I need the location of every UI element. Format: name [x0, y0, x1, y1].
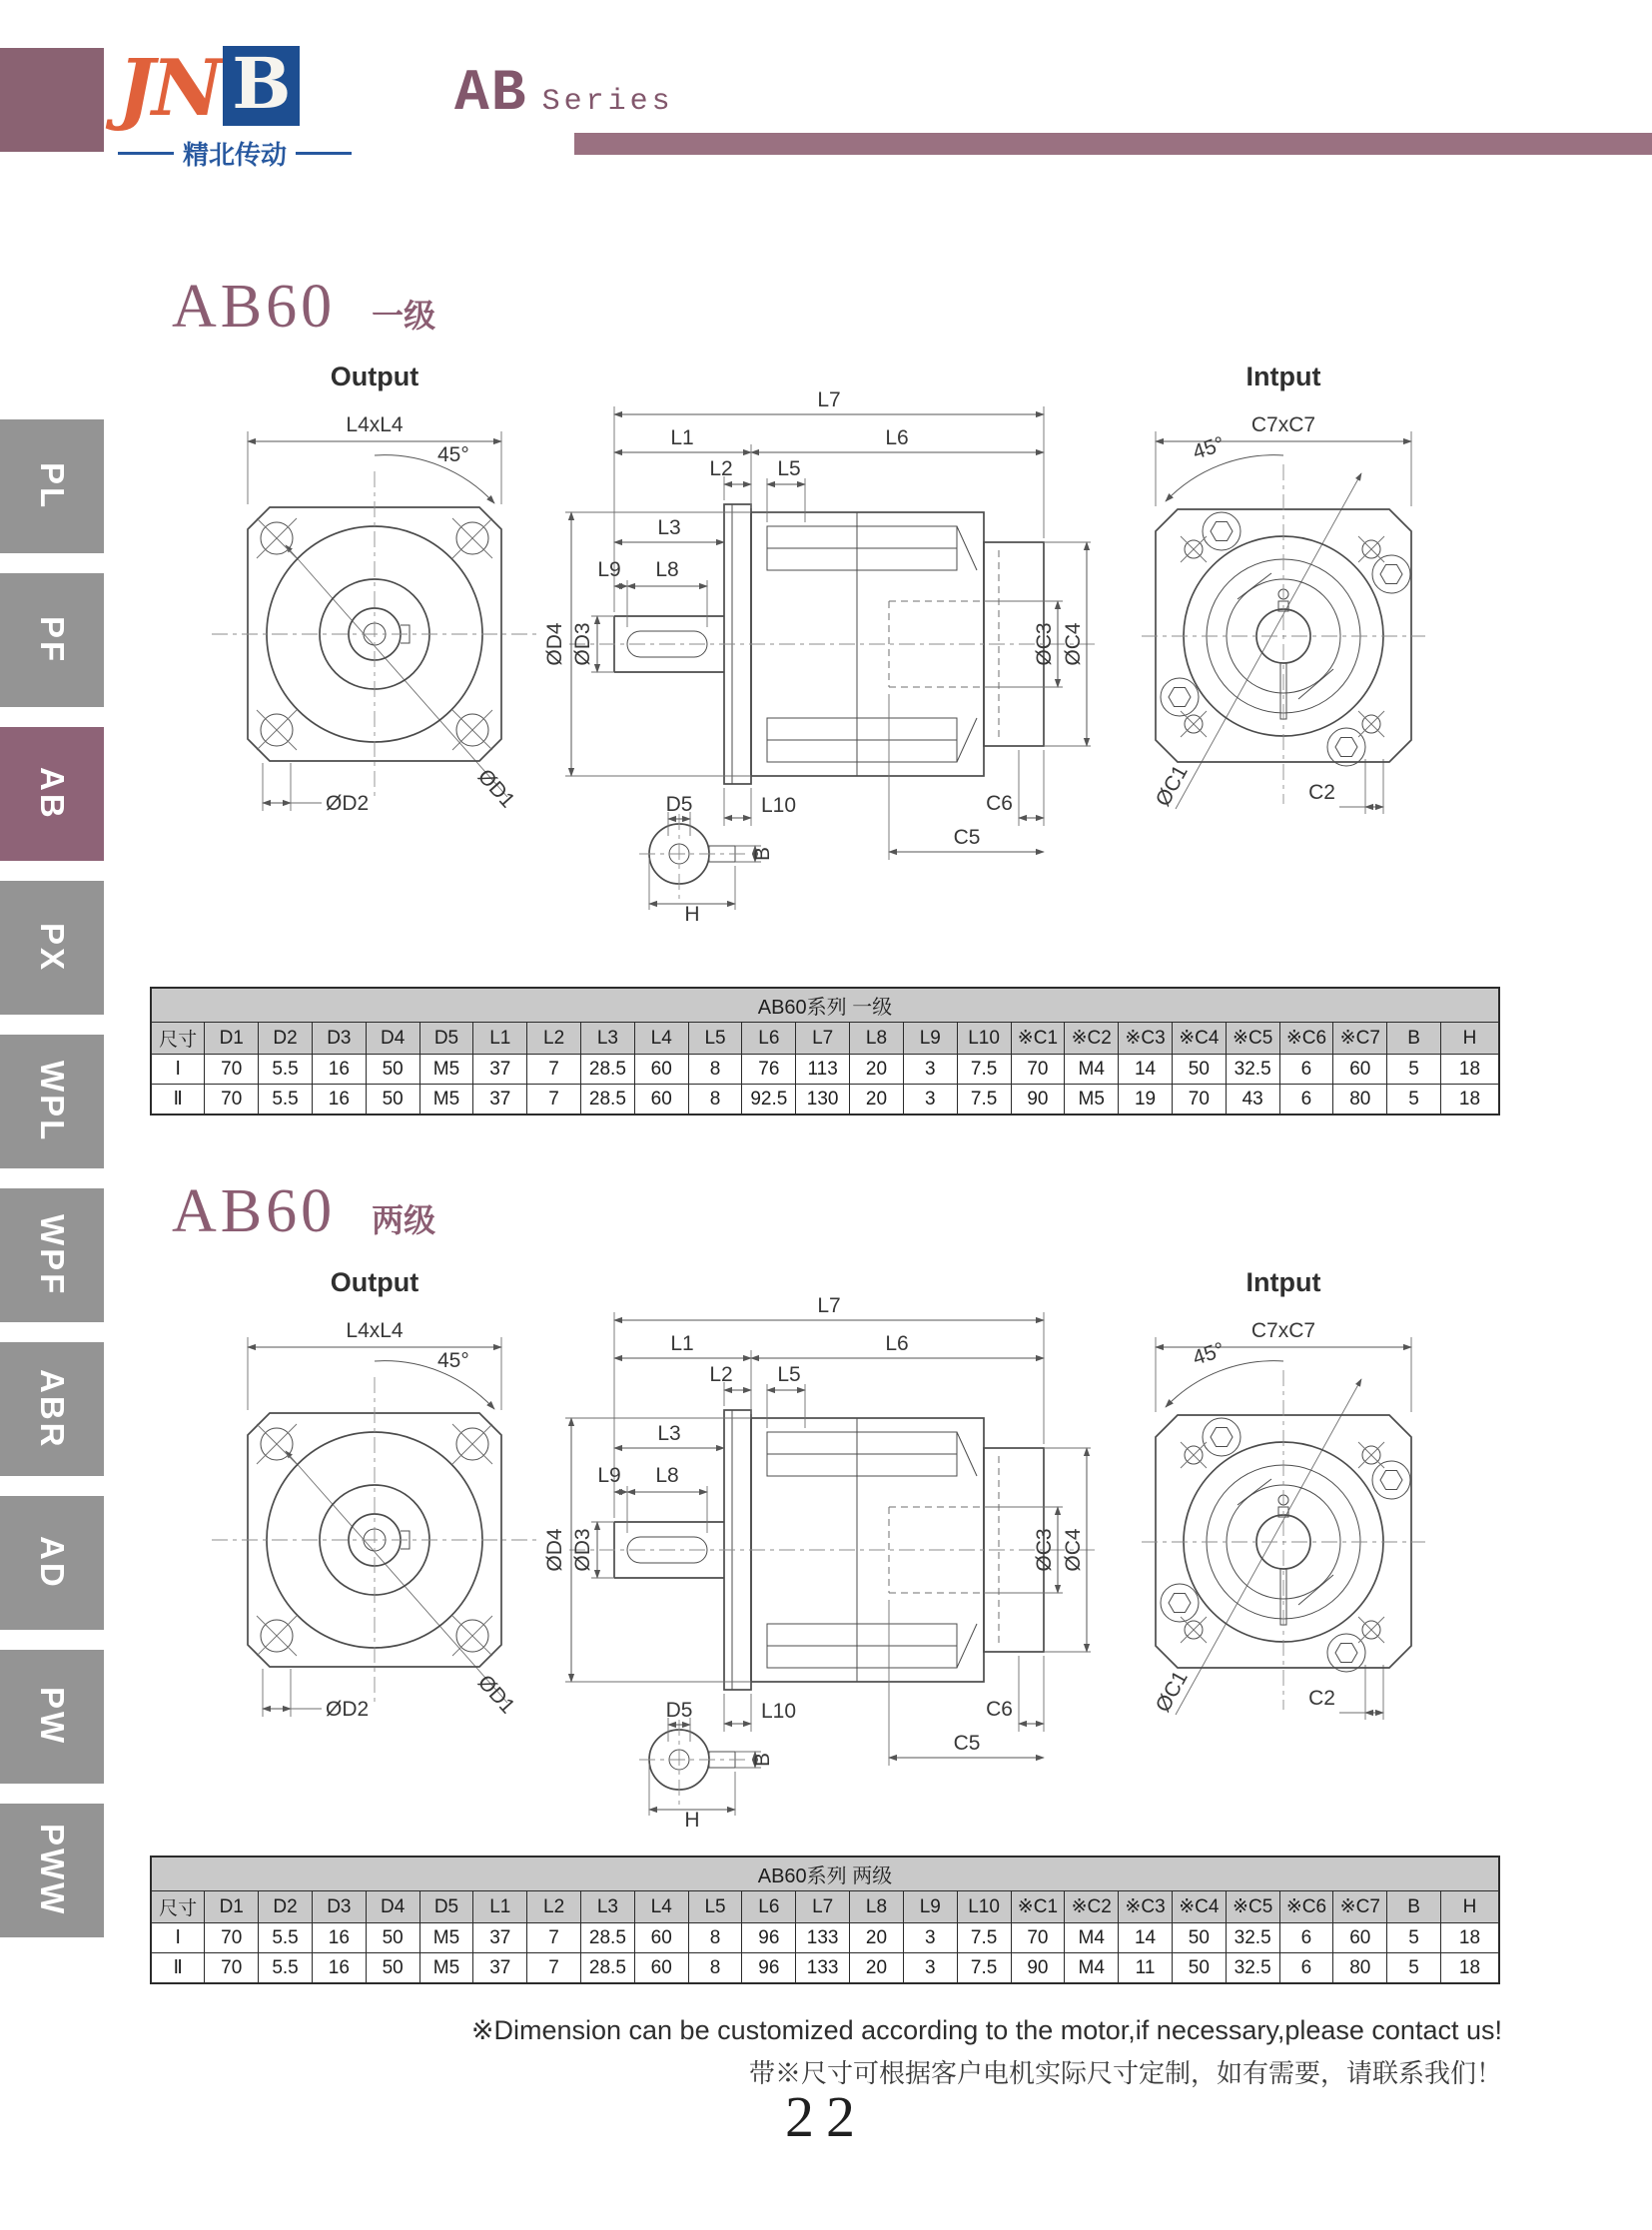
- dim-label-l3: L3: [657, 1422, 681, 1445]
- table-cell: 5: [1387, 1085, 1441, 1115]
- dim-label-45deg: 45°: [437, 443, 469, 466]
- dim-label-od1: ØD1: [472, 1670, 519, 1719]
- table-cell: 50: [1172, 1953, 1226, 1984]
- output-dimensions: [248, 413, 519, 815]
- dim-label-l3: L3: [657, 516, 681, 539]
- gearbox-outline: [569, 504, 1099, 784]
- dim-label-l1: L1: [670, 426, 694, 449]
- table-cell: 92.5: [742, 1085, 796, 1115]
- input-view-drawing: [1134, 360, 1553, 839]
- table-cell: 32.5: [1226, 1953, 1279, 1984]
- dim-label-od2: ØD2: [326, 792, 370, 815]
- table-cell: 16: [312, 1055, 366, 1085]
- dim-label-c6: C6: [986, 1698, 1013, 1721]
- output-view-title: Output: [330, 1267, 419, 1297]
- dim-label-l7: L7: [817, 388, 841, 411]
- output-dimensions: [248, 1319, 519, 1721]
- table-header-cell: L9: [903, 1023, 957, 1055]
- table-cell: 32.5: [1226, 1923, 1279, 1953]
- dim-label-c7xc7: C7xC7: [1250, 413, 1316, 436]
- sidebar-label: PW: [34, 1687, 71, 1747]
- table-header-cell: ※C4: [1172, 1023, 1226, 1055]
- footer-note-en: ※Dimension can be customized according to the motor,if necessary,please contact us!: [470, 2015, 1502, 2045]
- dim-label-l6: L6: [885, 1332, 909, 1355]
- table-header-cell: H: [1441, 1891, 1500, 1923]
- dim-label-c2: C2: [1308, 781, 1335, 804]
- table-header-cell: L1: [473, 1023, 527, 1055]
- dim-label-oc1: ØC1: [1151, 761, 1193, 811]
- table-header-cell: H: [1441, 1023, 1500, 1055]
- table-cell: M5: [419, 1055, 473, 1085]
- table-cell: 50: [366, 1923, 419, 1953]
- table-cell: M5: [419, 1953, 473, 1984]
- table-cell: 6: [1279, 1923, 1333, 1953]
- table-row: [151, 1085, 1499, 1115]
- sidebar-label: PL: [34, 461, 71, 511]
- table-cell: 20: [850, 1085, 904, 1115]
- dim-label-h: H: [684, 903, 700, 924]
- dim-label-od3: ØD3: [571, 622, 594, 666]
- input-view-drawing: [1134, 1265, 1553, 1745]
- table-header-cell: D4: [366, 1023, 419, 1055]
- dim-label-b: B: [751, 1752, 774, 1768]
- table-cell: 133: [796, 1923, 850, 1953]
- table-cell: M5: [419, 1085, 473, 1115]
- table-cell: M4: [1065, 1923, 1119, 1953]
- table-cell: 16: [312, 1085, 366, 1115]
- dimension-table: [150, 987, 1500, 1115]
- side-dimensions: [543, 388, 1091, 860]
- sidebar-label: ABR: [34, 1368, 71, 1450]
- table-header-cell: L9: [903, 1891, 957, 1923]
- dim-label-l10: L10: [761, 794, 797, 817]
- input-dimensions: [1152, 1319, 1411, 1720]
- table-cell: 133: [796, 1953, 850, 1984]
- output-flange-outline: [212, 471, 537, 797]
- sidebar-label: PWW: [34, 1824, 71, 1917]
- table-cell: 5.5: [259, 1055, 313, 1085]
- table-cell: 16: [312, 1923, 366, 1953]
- table-cell: 80: [1333, 1085, 1387, 1115]
- table-cell: 50: [366, 1953, 419, 1984]
- table-row: [151, 1953, 1499, 1984]
- table-cell: 8: [688, 1923, 742, 1953]
- dim-label-h: H: [684, 1809, 700, 1830]
- table-cell: 50: [1172, 1923, 1226, 1953]
- section-stage: 一级: [372, 298, 436, 334]
- table-title: AB60系列 两级: [151, 1857, 1499, 1891]
- drawing-set-2: [0, 1260, 1652, 1845]
- table-cell: 43: [1226, 1085, 1279, 1115]
- sidebar-label: AD: [34, 1536, 71, 1590]
- table-header-cell: D3: [312, 1891, 366, 1923]
- table-cell: M4: [1065, 1953, 1119, 1984]
- table-cell: 28.5: [581, 1055, 635, 1085]
- table-cell: M5: [1065, 1085, 1119, 1115]
- table-cell: 3: [903, 1055, 957, 1085]
- dimension-table: [150, 1856, 1500, 1984]
- table-cell: 5.5: [259, 1953, 313, 1984]
- table-cell: 70: [205, 1085, 259, 1115]
- table-header-cell: ※C1: [1011, 1023, 1065, 1055]
- dim-label-oc4: ØC4: [1062, 1528, 1085, 1572]
- dim-label-l10: L10: [761, 1700, 797, 1723]
- section-model: AB60: [172, 1177, 337, 1245]
- table-cell: 50: [366, 1055, 419, 1085]
- output-view-drawing: [150, 1265, 569, 1745]
- table-cell: Ⅱ: [151, 1953, 205, 1984]
- table-cell: 60: [634, 1085, 688, 1115]
- table-cell: 8: [688, 1055, 742, 1085]
- table-cell: 7.5: [957, 1923, 1011, 1953]
- table-cell: 5.5: [259, 1923, 313, 1953]
- input-view-title: Intput: [1245, 362, 1321, 391]
- dim-label-c5: C5: [953, 1732, 981, 1755]
- table-header-cell: D2: [259, 1891, 313, 1923]
- table-header-cell: B: [1387, 1891, 1441, 1923]
- header-accent-bar: [574, 133, 1652, 155]
- sidebar-label: AB: [34, 767, 71, 821]
- table-cell: 7.5: [957, 1085, 1011, 1115]
- table-cell: 37: [473, 1085, 527, 1115]
- table-cell: 70: [1172, 1085, 1226, 1115]
- table-cell: 20: [850, 1055, 904, 1085]
- series-title: [454, 62, 674, 127]
- table-cell: 11: [1119, 1953, 1173, 1984]
- table-cell: 70: [205, 1923, 259, 1953]
- table-cell: 70: [205, 1953, 259, 1984]
- dim-label-oc3: ØC3: [1033, 1528, 1056, 1572]
- table-header-cell: L10: [957, 1891, 1011, 1923]
- table-header-cell: L2: [527, 1891, 581, 1923]
- table-header-cell: L1: [473, 1891, 527, 1923]
- table-header-cell: D4: [366, 1891, 419, 1923]
- dimension-table-1: [150, 987, 1500, 1115]
- table-cell: 70: [1011, 1055, 1065, 1085]
- dim-label-d5: D5: [665, 1699, 693, 1722]
- table-cell: 6: [1279, 1085, 1333, 1115]
- dim-label-l6: L6: [885, 426, 909, 449]
- dim-label-l7: L7: [817, 1294, 841, 1317]
- table-header-cell: L5: [688, 1023, 742, 1055]
- logo-dash-left: [118, 152, 174, 155]
- table-cell: 28.5: [581, 1923, 635, 1953]
- table-cell: 19: [1119, 1085, 1173, 1115]
- table-header-row: [151, 1891, 1499, 1923]
- table-cell: 113: [796, 1055, 850, 1085]
- table-cell: 60: [1333, 1055, 1387, 1085]
- corner-accent-block: [0, 48, 104, 152]
- table-cell: 96: [742, 1923, 796, 1953]
- table-header-cell: B: [1387, 1023, 1441, 1055]
- table-cell: 80: [1333, 1953, 1387, 1984]
- table-header-cell: ※C5: [1226, 1891, 1279, 1923]
- table-cell: 20: [850, 1953, 904, 1984]
- table-cell: 14: [1119, 1055, 1173, 1085]
- dim-label-l2: L2: [709, 1363, 733, 1386]
- table-cell: 6: [1279, 1055, 1333, 1085]
- table-cell: 14: [1119, 1923, 1173, 1953]
- dim-label-l8: L8: [655, 558, 679, 581]
- side-section-drawing: [539, 365, 1119, 924]
- table-cell: 7: [527, 1953, 581, 1984]
- table-cell: 5: [1387, 1953, 1441, 1984]
- table-cell: 60: [634, 1055, 688, 1085]
- input-dimensions: [1152, 413, 1411, 814]
- table-header-cell: ※C2: [1065, 1891, 1119, 1923]
- dim-label-l8: L8: [655, 1464, 679, 1487]
- logo-jn-text: JN: [118, 42, 221, 134]
- table-row: [151, 1055, 1499, 1085]
- table-header-cell: L3: [581, 1891, 635, 1923]
- table-cell: 90: [1011, 1953, 1065, 1984]
- table-cell: 6: [1279, 1953, 1333, 1984]
- table-cell: 7: [527, 1923, 581, 1953]
- dim-label-od4: ØD4: [543, 1528, 566, 1572]
- table-cell: M5: [419, 1923, 473, 1953]
- table-cell: 18: [1441, 1055, 1500, 1085]
- dim-label-c5: C5: [953, 826, 981, 849]
- table-header-cell: L8: [850, 1023, 904, 1055]
- table-header-row: [151, 1023, 1499, 1055]
- table-header-cell: D5: [419, 1891, 473, 1923]
- side-dimensions: [543, 1294, 1091, 1766]
- table-header-cell: L7: [796, 1891, 850, 1923]
- shaft-end-detail: [639, 793, 774, 924]
- sidebar-label: WPF: [34, 1213, 71, 1297]
- dim-label-c7xc7: C7xC7: [1250, 1319, 1316, 1342]
- table-cell: 50: [366, 1085, 419, 1115]
- table-cell: Ⅰ: [151, 1923, 205, 1953]
- table-cell: 5: [1387, 1923, 1441, 1953]
- logo-dash-right: [296, 152, 352, 155]
- table-cell: 3: [903, 1085, 957, 1115]
- table-cell: 7: [527, 1055, 581, 1085]
- table-cell: 8: [688, 1953, 742, 1984]
- dim-label-l5: L5: [777, 1363, 801, 1386]
- table-cell: 37: [473, 1923, 527, 1953]
- brand-logo: [118, 42, 352, 172]
- dim-label-c6: C6: [986, 792, 1013, 815]
- section-title-1: [172, 272, 435, 343]
- page-number: 22: [785, 2084, 867, 2149]
- table-header-cell: L3: [581, 1023, 635, 1055]
- table-header-cell: L8: [850, 1891, 904, 1923]
- dim-label-od2: ØD2: [326, 1698, 370, 1721]
- sidebar-label: PX: [34, 922, 71, 974]
- dim-label-od4: ØD4: [543, 622, 566, 666]
- table-cell: 96: [742, 1953, 796, 1984]
- input-flange-outline: [1142, 464, 1425, 804]
- dim-label-l2: L2: [709, 457, 733, 480]
- dim-label-45deg: 45°: [1190, 432, 1228, 464]
- dim-label-b: B: [751, 846, 774, 862]
- dim-label-oc3: ØC3: [1033, 622, 1056, 666]
- table-cell: 50: [1172, 1055, 1226, 1085]
- output-view-title: Output: [330, 362, 419, 391]
- table-header-cell: L6: [742, 1023, 796, 1055]
- dim-label-l5: L5: [777, 457, 801, 480]
- table-cell: 90: [1011, 1085, 1065, 1115]
- table-cell: 32.5: [1226, 1055, 1279, 1085]
- table-header-cell: 尺寸: [151, 1891, 205, 1923]
- table-cell: 28.5: [581, 1085, 635, 1115]
- table-header-cell: ※C3: [1119, 1891, 1173, 1923]
- table-cell: 130: [796, 1085, 850, 1115]
- dim-label-c2: C2: [1308, 1687, 1335, 1710]
- table-cell: 8: [688, 1085, 742, 1115]
- table-cell: 5.5: [259, 1085, 313, 1115]
- table-header-cell: ※C6: [1279, 1891, 1333, 1923]
- table-header-cell: L4: [634, 1891, 688, 1923]
- sidebar-label: PF: [34, 615, 71, 665]
- table-cell: Ⅰ: [151, 1055, 205, 1085]
- logo-subtitle: 精北传动: [183, 140, 288, 170]
- table-header-cell: ※C3: [1119, 1023, 1173, 1055]
- table-header-cell: D2: [259, 1023, 313, 1055]
- table-row: [151, 1923, 1499, 1953]
- table-header-cell: L7: [796, 1023, 850, 1055]
- table-cell: 60: [634, 1923, 688, 1953]
- output-flange-outline: [212, 1377, 537, 1703]
- sidebar-label: WPL: [34, 1060, 71, 1143]
- table-header-cell: L2: [527, 1023, 581, 1055]
- table-cell: 3: [903, 1923, 957, 1953]
- dim-label-d5: D5: [665, 793, 693, 816]
- table-title-row: [151, 988, 1499, 1023]
- table-header-cell: L4: [634, 1023, 688, 1055]
- table-header-cell: L10: [957, 1023, 1011, 1055]
- table-header-cell: ※C7: [1333, 1891, 1387, 1923]
- table-cell: 70: [1011, 1923, 1065, 1953]
- dim-label-l4xl4: L4xL4: [346, 1319, 404, 1342]
- side-section-drawing: [539, 1270, 1119, 1830]
- sidebar-item-wpl[interactable]: [0, 1035, 104, 1168]
- table-cell: 60: [634, 1953, 688, 1984]
- dim-label-oc1: ØC1: [1151, 1667, 1193, 1717]
- table-header-cell: ※C2: [1065, 1023, 1119, 1055]
- table-cell: M4: [1065, 1055, 1119, 1085]
- table-header-cell: ※C5: [1226, 1023, 1279, 1055]
- dim-label-l1: L1: [670, 1332, 694, 1355]
- input-view-title: Intput: [1245, 1267, 1321, 1297]
- table-cell: 3: [903, 1953, 957, 1984]
- table-cell: 18: [1441, 1085, 1500, 1115]
- dim-label-oc4: ØC4: [1062, 622, 1085, 666]
- table-cell: 7.5: [957, 1953, 1011, 1984]
- dim-label-l9: L9: [597, 558, 621, 581]
- table-cell: 20: [850, 1923, 904, 1953]
- footer-note-zh: 带※尺寸可根据客户电机实际尺寸定制，如有需要，请联系我们！: [748, 2058, 1502, 2088]
- table-header-cell: D5: [419, 1023, 473, 1055]
- dim-label-45deg: 45°: [437, 1349, 469, 1372]
- gearbox-outline: [569, 1410, 1099, 1690]
- table-title: AB60系列 一级: [151, 988, 1499, 1023]
- table-cell: 37: [473, 1055, 527, 1085]
- table-cell: 37: [473, 1953, 527, 1984]
- table-header-cell: D1: [205, 1891, 259, 1923]
- table-cell: 70: [205, 1055, 259, 1085]
- dim-label-l4xl4: L4xL4: [346, 413, 404, 436]
- table-cell: 18: [1441, 1923, 1500, 1953]
- series-title-rest: Series: [541, 85, 674, 119]
- table-header-cell: 尺寸: [151, 1023, 205, 1055]
- dim-label-od1: ØD1: [472, 764, 519, 813]
- table-title-row: [151, 1857, 1499, 1891]
- drawing-set-1: [0, 355, 1652, 939]
- table-header-cell: L6: [742, 1891, 796, 1923]
- section-stage: 两级: [372, 1202, 436, 1238]
- table-cell: 16: [312, 1953, 366, 1984]
- table-header-cell: D3: [312, 1023, 366, 1055]
- dim-label-od3: ØD3: [571, 1528, 594, 1572]
- table-header-cell: ※C4: [1172, 1891, 1226, 1923]
- input-flange-outline: [1142, 1370, 1425, 1710]
- table-header-cell: ※C1: [1011, 1891, 1065, 1923]
- table-header-cell: D1: [205, 1023, 259, 1055]
- series-title-bold: AB: [454, 62, 528, 127]
- dimension-table-2: [150, 1856, 1500, 1984]
- shaft-end-detail: [639, 1699, 774, 1830]
- table-cell: 7.5: [957, 1055, 1011, 1085]
- section-model: AB60: [172, 273, 337, 341]
- table-cell: Ⅱ: [151, 1085, 205, 1115]
- table-header-cell: ※C7: [1333, 1023, 1387, 1055]
- table-cell: 5: [1387, 1055, 1441, 1085]
- logo-b-badge: B: [223, 46, 300, 126]
- table-cell: 7: [527, 1085, 581, 1115]
- table-cell: 76: [742, 1055, 796, 1085]
- section-title-2: [172, 1176, 435, 1247]
- table-cell: 28.5: [581, 1953, 635, 1984]
- output-view-drawing: [150, 360, 569, 839]
- table-cell: 60: [1333, 1923, 1387, 1953]
- dim-label-l9: L9: [597, 1464, 621, 1487]
- table-header-cell: ※C6: [1279, 1023, 1333, 1055]
- dim-label-45deg: 45°: [1190, 1338, 1228, 1370]
- table-cell: 18: [1441, 1953, 1500, 1984]
- table-header-cell: L5: [688, 1891, 742, 1923]
